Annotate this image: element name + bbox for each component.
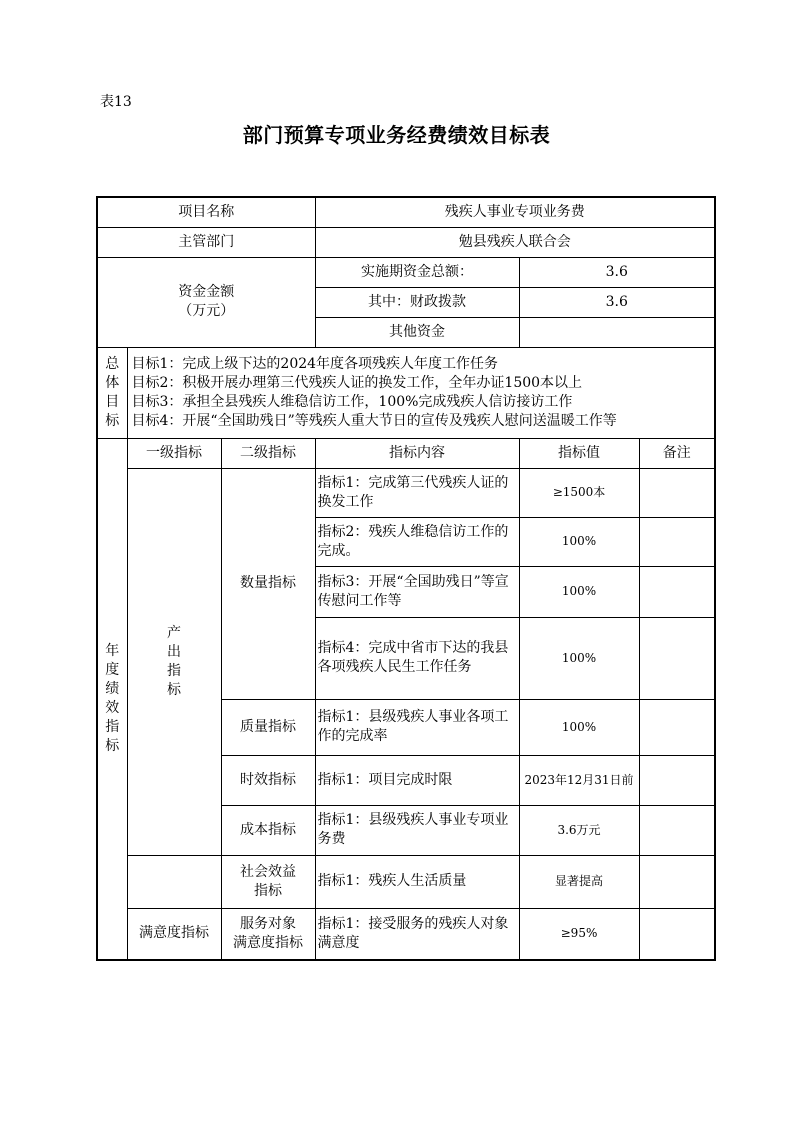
indicator-content: 指标1：项目完成时限 xyxy=(315,755,519,805)
indicator-value: 100% xyxy=(519,699,639,755)
annual-indicators-label xyxy=(97,438,127,960)
project-name-label: 项目名称 xyxy=(97,197,315,227)
quantity-indicators-label: 数量指标 xyxy=(221,468,315,699)
department-label: 主管部门 xyxy=(97,227,315,257)
header-level2: 二级指标 xyxy=(221,438,315,468)
annual-label-char: 指 xyxy=(105,718,120,735)
goal-item: 目标3：承担全县残疾人维稳信访工作，100%完成残疾人信访接访工作 xyxy=(131,393,573,410)
indicator-content: 指标2：残疾人维稳信访工作的完成。 xyxy=(315,517,519,566)
department-value: 勉县残疾人联合会 xyxy=(315,227,715,257)
goals-label-char: 总 xyxy=(105,355,120,372)
goal-item: 目标4：开展“全国助残日”等残疾人重大节日的宣传及残疾人慰问送温暖工作等 xyxy=(131,412,617,429)
indicator-note xyxy=(639,468,715,517)
satisfaction-label-line1: 服务对象 xyxy=(240,915,296,932)
indicator-value: ≥95% xyxy=(519,908,639,960)
goals-label xyxy=(97,347,127,438)
output-label-char: 指 xyxy=(167,662,181,679)
annual-label-char: 年 xyxy=(105,642,120,659)
funds-label-line1: 资金金额 xyxy=(178,284,235,300)
goals-label-char: 目 xyxy=(105,393,120,410)
indicator-content: 指标1：县级残疾人事业专项业务费 xyxy=(315,805,519,855)
indicator-value: 100% xyxy=(519,566,639,617)
indicators-header-row xyxy=(97,438,715,468)
satisfaction-level1-label: 满意度指标 xyxy=(127,908,221,960)
indicator-note xyxy=(639,617,715,699)
quality-indicators-label: 质量指标 xyxy=(221,699,315,755)
annual-label-char: 绩 xyxy=(105,680,120,697)
output-label-char: 产 xyxy=(167,624,181,641)
indicator-content: 指标3：开展“全国助残日”等宣传慰问工作等 xyxy=(315,566,519,617)
satisfaction-level2-label xyxy=(221,908,315,960)
output-label-char: 标 xyxy=(167,681,181,698)
header-content: 指标内容 xyxy=(315,438,519,468)
satisfaction-label-line2: 满意度指标 xyxy=(233,934,303,951)
indicator-content: 指标1：县级残疾人事业各项工作的完成率 xyxy=(315,699,519,755)
funds-fiscal-label: 其中：财政拨款 xyxy=(315,287,519,317)
goals-content xyxy=(127,347,715,438)
table-number: 表13 xyxy=(100,94,132,110)
output-label-char: 出 xyxy=(167,643,181,660)
cost-indicators-label: 成本指标 xyxy=(221,805,315,855)
funds-other-value xyxy=(519,317,715,347)
output-indicators-label xyxy=(127,468,221,855)
goal-item: 目标2：积极开展办理第三代残疾人证的换发工作，全年办证1500本以上 xyxy=(131,374,583,391)
annual-label-char: 效 xyxy=(105,699,120,716)
indicator-content: 指标4：完成中省市下达的我县各项残疾人民生工作任务 xyxy=(315,617,519,699)
table-row xyxy=(97,855,715,908)
header-value: 指标值 xyxy=(519,438,639,468)
indicator-value: 2023年12月31日前 xyxy=(519,755,639,805)
indicator-content: 指标1：完成第三代残疾人证的换发工作 xyxy=(315,468,519,517)
goals-label-char: 体 xyxy=(105,374,120,391)
time-indicators-label: 时效指标 xyxy=(221,755,315,805)
page-title: 部门预算专项业务经费绩效目标表 xyxy=(242,123,551,147)
indicator-note xyxy=(639,566,715,617)
project-name-value: 残疾人事业专项业务费 xyxy=(315,197,715,227)
performance-table xyxy=(96,196,716,961)
funds-total-value: 3.6 xyxy=(519,257,715,287)
indicator-value: 显著提高 xyxy=(519,855,639,908)
benefit-indicators-label xyxy=(127,855,221,908)
indicator-note xyxy=(639,517,715,566)
goal-item: 目标1：完成上级下达的2024年度各项残疾人年度工作任务 xyxy=(131,355,499,372)
social-benefit-label-line1: 社会效益 xyxy=(240,863,296,880)
funds-label xyxy=(97,257,315,347)
indicator-note xyxy=(639,805,715,855)
goals-row xyxy=(97,347,715,438)
annual-label-char: 度 xyxy=(105,661,120,678)
indicator-value: 100% xyxy=(519,617,639,699)
indicator-note xyxy=(639,908,715,960)
funds-other-label: 其他资金 xyxy=(315,317,519,347)
indicator-value: 3.6万元 xyxy=(519,805,639,855)
indicator-note xyxy=(639,755,715,805)
indicator-value: ≥1500本 xyxy=(519,468,639,517)
funds-total-label: 实施期资金总额： xyxy=(315,257,519,287)
indicator-content: 指标1：接受服务的残疾人对象满意度 xyxy=(315,908,519,960)
social-benefit-label-line2: 指标 xyxy=(254,882,282,899)
indicator-value: 100% xyxy=(519,517,639,566)
annual-label-char: 标 xyxy=(105,737,120,754)
goals-label-char: 标 xyxy=(105,412,120,429)
header-note: 备注 xyxy=(639,438,715,468)
funds-fiscal-value: 3.6 xyxy=(519,287,715,317)
project-name-row xyxy=(97,197,715,227)
table-row xyxy=(97,908,715,960)
header-level1: 一级指标 xyxy=(127,438,221,468)
social-benefit-label xyxy=(221,855,315,908)
table-row xyxy=(97,468,715,517)
indicator-note xyxy=(639,699,715,755)
department-row xyxy=(97,227,715,257)
indicator-note xyxy=(639,855,715,908)
indicator-content: 指标1：残疾人生活质量 xyxy=(315,855,519,908)
funds-label-line2: （万元） xyxy=(178,303,235,319)
funds-total-row xyxy=(97,257,715,287)
